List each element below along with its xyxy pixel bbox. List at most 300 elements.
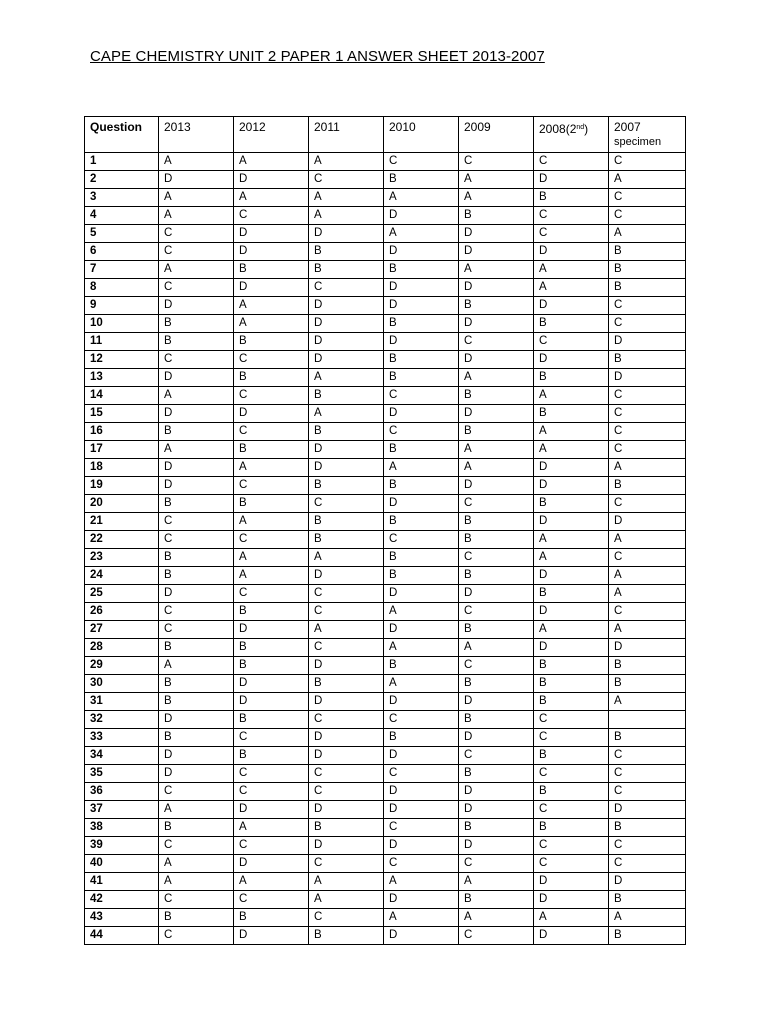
answer-cell-2013: B: [159, 909, 234, 927]
answer-cell-2011: B: [309, 531, 384, 549]
answer-cell-2008: D: [534, 639, 609, 657]
answer-cell-2013: A: [159, 261, 234, 279]
answer-cell-2012: A: [234, 873, 309, 891]
table-row: [85, 531, 686, 549]
answer-cell-2007: B: [609, 729, 686, 747]
answer-cell-2013: C: [159, 351, 234, 369]
question-number: 31: [85, 693, 159, 711]
answer-cell-2013: A: [159, 441, 234, 459]
answer-cell-2011: B: [309, 387, 384, 405]
answer-cell-2007: B: [609, 243, 686, 261]
answer-cell-2013: A: [159, 873, 234, 891]
answer-cell-2012: C: [234, 531, 309, 549]
answer-cell-2012: D: [234, 225, 309, 243]
answer-cell-2009: A: [459, 639, 534, 657]
table-row: [85, 297, 686, 315]
answer-cell-2009: B: [459, 567, 534, 585]
answer-cell-2011: A: [309, 405, 384, 423]
answer-cell-2009: D: [459, 405, 534, 423]
table-row: [85, 369, 686, 387]
question-number: 34: [85, 747, 159, 765]
answer-cell-2008: A: [534, 549, 609, 567]
table-row: [85, 693, 686, 711]
answer-cell-2013: C: [159, 243, 234, 261]
answer-cell-2007: D: [609, 873, 686, 891]
answer-cell-2008: B: [534, 693, 609, 711]
answer-cell-2009: D: [459, 279, 534, 297]
answer-cell-2010: B: [384, 171, 459, 189]
answer-cell-2010: D: [384, 585, 459, 603]
answer-cell-2012: B: [234, 441, 309, 459]
answer-cell-2012: B: [234, 711, 309, 729]
answer-cell-2013: C: [159, 603, 234, 621]
answer-cell-2008: D: [534, 873, 609, 891]
answer-cell-2012: D: [234, 621, 309, 639]
question-number: 35: [85, 765, 159, 783]
answer-cell-2008: A: [534, 441, 609, 459]
answer-cell-2012: A: [234, 459, 309, 477]
answer-cell-2009: A: [459, 369, 534, 387]
answer-cell-2012: C: [234, 387, 309, 405]
answer-cell-2007: C: [609, 405, 686, 423]
table-row: [85, 927, 686, 945]
table-row: [85, 333, 686, 351]
answer-cell-2012: D: [234, 675, 309, 693]
answer-cell-2007: C: [609, 747, 686, 765]
question-number: 28: [85, 639, 159, 657]
answer-cell-2011: C: [309, 171, 384, 189]
answer-cell-2007: D: [609, 333, 686, 351]
answer-cell-2012: C: [234, 585, 309, 603]
answer-cell-2011: A: [309, 873, 384, 891]
answer-cell-2013: A: [159, 657, 234, 675]
answer-cell-2007: A: [609, 909, 686, 927]
answer-cell-2012: B: [234, 333, 309, 351]
answer-cell-2007: A: [609, 531, 686, 549]
answer-cell-2008: D: [534, 459, 609, 477]
answer-cell-2012: C: [234, 207, 309, 225]
answer-cell-2013: D: [159, 585, 234, 603]
answer-cell-2008: A: [534, 531, 609, 549]
answer-cell-2009: A: [459, 873, 534, 891]
table-row: [85, 495, 686, 513]
answer-cell-2010: A: [384, 675, 459, 693]
answer-cell-2013: D: [159, 711, 234, 729]
question-number: 40: [85, 855, 159, 873]
question-number: 8: [85, 279, 159, 297]
answer-cell-2009: D: [459, 693, 534, 711]
answer-cell-2008: A: [534, 909, 609, 927]
answer-cell-2012: C: [234, 729, 309, 747]
answer-cell-2007: B: [609, 261, 686, 279]
answer-cell-2010: B: [384, 513, 459, 531]
answer-cell-2007: D: [609, 639, 686, 657]
answer-cell-2008: B: [534, 783, 609, 801]
answer-cell-2009: D: [459, 585, 534, 603]
table-row: [85, 711, 686, 729]
answer-cell-2013: C: [159, 513, 234, 531]
table-row: [85, 459, 686, 477]
answer-cell-2012: A: [234, 513, 309, 531]
question-number: 43: [85, 909, 159, 927]
answer-cell-2007: A: [609, 225, 686, 243]
question-number: 44: [85, 927, 159, 945]
table-row: [85, 243, 686, 261]
answer-cell-2011: A: [309, 891, 384, 909]
table-row: [85, 873, 686, 891]
answer-cell-2008: D: [534, 477, 609, 495]
header-row: [85, 117, 686, 153]
question-number: 17: [85, 441, 159, 459]
answer-cell-2011: C: [309, 711, 384, 729]
answer-cell-2009: D: [459, 801, 534, 819]
answer-cell-2009: B: [459, 513, 534, 531]
question-number: 39: [85, 837, 159, 855]
answer-cell-2010: B: [384, 351, 459, 369]
answer-cell-2010: D: [384, 495, 459, 513]
question-number: 14: [85, 387, 159, 405]
answer-cell-2010: A: [384, 189, 459, 207]
answer-cell-2007: C: [609, 441, 686, 459]
answer-cell-2008: D: [534, 171, 609, 189]
answer-cell-2010: D: [384, 405, 459, 423]
answer-cell-2009: D: [459, 225, 534, 243]
answer-cell-2011: D: [309, 693, 384, 711]
answer-cell-2010: B: [384, 261, 459, 279]
answer-cell-2012: D: [234, 693, 309, 711]
table-row: [85, 729, 686, 747]
answer-cell-2012: D: [234, 171, 309, 189]
answer-cell-2010: B: [384, 441, 459, 459]
answer-cell-2013: D: [159, 459, 234, 477]
table-row: [85, 639, 686, 657]
question-number: 27: [85, 621, 159, 639]
answer-cell-2008: C: [534, 855, 609, 873]
answer-cell-2012: B: [234, 261, 309, 279]
answer-cell-2010: B: [384, 477, 459, 495]
answer-cell-2008: A: [534, 621, 609, 639]
question-number: 32: [85, 711, 159, 729]
answer-cell-2007: C: [609, 495, 686, 513]
answer-cell-2008: D: [534, 297, 609, 315]
answer-cell-2010: D: [384, 747, 459, 765]
question-number: 16: [85, 423, 159, 441]
answer-cell-2013: B: [159, 675, 234, 693]
answer-cell-2007: C: [609, 207, 686, 225]
answer-cell-2007: C: [609, 315, 686, 333]
question-number: 26: [85, 603, 159, 621]
table-row: [85, 657, 686, 675]
question-number: 20: [85, 495, 159, 513]
answer-cell-2011: A: [309, 621, 384, 639]
header-year-2009: 2009: [459, 117, 534, 153]
answer-cell-2010: A: [384, 459, 459, 477]
answer-cell-2009: C: [459, 153, 534, 171]
answer-cell-2008: B: [534, 747, 609, 765]
header-year-2010: 2010: [384, 117, 459, 153]
table-row: [85, 765, 686, 783]
answer-cell-2010: C: [384, 387, 459, 405]
table-row: [85, 405, 686, 423]
answer-cell-2013: B: [159, 495, 234, 513]
table-row: [85, 423, 686, 441]
table-row: [85, 189, 686, 207]
answer-cell-2011: C: [309, 855, 384, 873]
question-number: 1: [85, 153, 159, 171]
answer-cell-2009: B: [459, 819, 534, 837]
answer-cell-2010: C: [384, 819, 459, 837]
answer-cell-2010: B: [384, 729, 459, 747]
table-row: [85, 819, 686, 837]
answer-cell-2008: C: [534, 729, 609, 747]
table-row: [85, 675, 686, 693]
answer-cell-2011: B: [309, 927, 384, 945]
answer-cell-2012: D: [234, 927, 309, 945]
answer-cell-2013: D: [159, 405, 234, 423]
answer-cell-2012: D: [234, 405, 309, 423]
answer-cell-2008: C: [534, 333, 609, 351]
answer-cell-2011: A: [309, 549, 384, 567]
answer-cell-2009: D: [459, 351, 534, 369]
answer-cell-2008: B: [534, 495, 609, 513]
answer-cell-2009: C: [459, 603, 534, 621]
answer-cell-2008: A: [534, 261, 609, 279]
answer-cell-2010: D: [384, 243, 459, 261]
answer-cell-2009: C: [459, 855, 534, 873]
answer-cell-2011: C: [309, 783, 384, 801]
answer-cell-2012: B: [234, 747, 309, 765]
answer-cell-2007: C: [609, 387, 686, 405]
answer-cell-2011: C: [309, 585, 384, 603]
answer-cell-2012: B: [234, 909, 309, 927]
answer-cell-2012: C: [234, 423, 309, 441]
question-number: 24: [85, 567, 159, 585]
answer-cell-2008: C: [534, 711, 609, 729]
answer-cell-2008: D: [534, 891, 609, 909]
answer-cell-2007: C: [609, 837, 686, 855]
table-row: [85, 783, 686, 801]
answer-cell-2008: D: [534, 603, 609, 621]
answer-cell-2009: A: [459, 441, 534, 459]
answer-cell-2013: C: [159, 927, 234, 945]
answer-cell-2013: D: [159, 765, 234, 783]
answer-cell-2007: D: [609, 801, 686, 819]
answer-cell-2009: A: [459, 189, 534, 207]
answer-cell-2013: C: [159, 783, 234, 801]
answer-cell-2007: C: [609, 423, 686, 441]
answer-cell-2008: C: [534, 837, 609, 855]
table-row: [85, 909, 686, 927]
answer-cell-2007: C: [609, 603, 686, 621]
answer-cell-2008: B: [534, 315, 609, 333]
answer-cell-2007: B: [609, 351, 686, 369]
answer-cell-2007: B: [609, 477, 686, 495]
answer-cell-2009: B: [459, 531, 534, 549]
answer-cell-2007: D: [609, 369, 686, 387]
answer-cell-2010: B: [384, 315, 459, 333]
answer-cell-2007: A: [609, 459, 686, 477]
answer-cell-2011: D: [309, 747, 384, 765]
answer-cell-2012: A: [234, 819, 309, 837]
answer-cell-2008: B: [534, 819, 609, 837]
header-2008-main: 2008(2: [539, 122, 577, 136]
answer-cell-2008: B: [534, 405, 609, 423]
answer-cell-2013: B: [159, 819, 234, 837]
answer-cell-2011: D: [309, 297, 384, 315]
answer-cell-2008: C: [534, 801, 609, 819]
answer-cell-2012: D: [234, 243, 309, 261]
answer-cell-2008: C: [534, 225, 609, 243]
answer-cell-2009: A: [459, 909, 534, 927]
answer-cell-2011: C: [309, 639, 384, 657]
answer-cell-2011: D: [309, 333, 384, 351]
answer-cell-2012: A: [234, 567, 309, 585]
question-number: 2: [85, 171, 159, 189]
answer-cell-2012: C: [234, 477, 309, 495]
answer-cell-2012: B: [234, 639, 309, 657]
answer-cell-2011: B: [309, 819, 384, 837]
answer-cell-2013: C: [159, 891, 234, 909]
table-row: [85, 207, 686, 225]
answer-cell-2013: C: [159, 225, 234, 243]
answer-cell-2007: B: [609, 657, 686, 675]
answer-cell-2013: D: [159, 477, 234, 495]
answer-cell-2008: B: [534, 657, 609, 675]
answer-cell-2008: A: [534, 279, 609, 297]
answer-cell-2007: C: [609, 189, 686, 207]
table-row: [85, 855, 686, 873]
answer-cell-2011: D: [309, 315, 384, 333]
table-row: [85, 513, 686, 531]
question-number: 18: [85, 459, 159, 477]
answer-cell-2007: C: [609, 855, 686, 873]
answer-cell-2011: D: [309, 459, 384, 477]
answer-cell-2010: D: [384, 891, 459, 909]
header-2007-main: 2007: [614, 120, 641, 134]
answer-cell-2010: D: [384, 927, 459, 945]
question-number: 12: [85, 351, 159, 369]
answer-cell-2009: D: [459, 315, 534, 333]
answer-cell-2013: C: [159, 279, 234, 297]
table-row: [85, 477, 686, 495]
answer-cell-2007: A: [609, 621, 686, 639]
answer-cell-2013: B: [159, 315, 234, 333]
answer-cell-2009: C: [459, 333, 534, 351]
question-number: 36: [85, 783, 159, 801]
answer-table-body: [85, 153, 686, 945]
answer-cell-2009: C: [459, 657, 534, 675]
answer-cell-2011: A: [309, 207, 384, 225]
answer-cell-2011: D: [309, 351, 384, 369]
answer-cell-2013: D: [159, 747, 234, 765]
answer-cell-2009: B: [459, 765, 534, 783]
answer-cell-2007: B: [609, 891, 686, 909]
answer-cell-2012: A: [234, 315, 309, 333]
answer-cell-2010: D: [384, 279, 459, 297]
table-row: [85, 603, 686, 621]
table-row: [85, 225, 686, 243]
answer-cell-2012: A: [234, 153, 309, 171]
answer-cell-2011: B: [309, 513, 384, 531]
answer-cell-2013: D: [159, 171, 234, 189]
answer-cell-2013: A: [159, 153, 234, 171]
answer-cell-2013: C: [159, 621, 234, 639]
answer-cell-2010: C: [384, 531, 459, 549]
answer-cell-2013: C: [159, 837, 234, 855]
answer-cell-2010: D: [384, 837, 459, 855]
header-year-2007: [609, 117, 686, 153]
answer-cell-2009: A: [459, 261, 534, 279]
answer-cell-2010: D: [384, 207, 459, 225]
table-row: [85, 171, 686, 189]
answer-cell-2008: D: [534, 567, 609, 585]
question-number: 11: [85, 333, 159, 351]
answer-cell-2009: C: [459, 747, 534, 765]
answer-cell-2009: B: [459, 675, 534, 693]
question-number: 30: [85, 675, 159, 693]
question-number: 3: [85, 189, 159, 207]
answer-cell-2007: B: [609, 819, 686, 837]
answer-cell-2012: A: [234, 549, 309, 567]
answer-cell-2013: B: [159, 333, 234, 351]
answer-cell-2011: D: [309, 657, 384, 675]
answer-cell-2010: B: [384, 567, 459, 585]
answer-cell-2009: C: [459, 549, 534, 567]
answer-cell-2008: B: [534, 585, 609, 603]
answer-cell-2007: [609, 711, 686, 729]
answer-cell-2012: B: [234, 495, 309, 513]
answer-cell-2013: B: [159, 693, 234, 711]
answer-cell-2010: D: [384, 783, 459, 801]
answer-cell-2010: A: [384, 639, 459, 657]
answer-cell-2008: D: [534, 351, 609, 369]
answer-cell-2012: C: [234, 351, 309, 369]
answer-cell-2011: D: [309, 837, 384, 855]
answer-cell-2009: D: [459, 783, 534, 801]
answer-cell-2010: D: [384, 621, 459, 639]
answer-cell-2008: D: [534, 513, 609, 531]
answer-cell-2008: C: [534, 765, 609, 783]
answer-cell-2012: D: [234, 801, 309, 819]
table-row: [85, 441, 686, 459]
answer-cell-2009: C: [459, 927, 534, 945]
answer-cell-2009: A: [459, 171, 534, 189]
table-row: [85, 387, 686, 405]
table-row: [85, 261, 686, 279]
question-number: 6: [85, 243, 159, 261]
table-row: [85, 801, 686, 819]
question-number: 37: [85, 801, 159, 819]
answer-cell-2009: D: [459, 477, 534, 495]
table-row: [85, 567, 686, 585]
answer-cell-2010: D: [384, 693, 459, 711]
header-year-2012: 2012: [234, 117, 309, 153]
answer-cell-2013: B: [159, 639, 234, 657]
answer-cell-2011: D: [309, 729, 384, 747]
table-row: [85, 837, 686, 855]
question-number: 19: [85, 477, 159, 495]
answer-cell-2011: B: [309, 261, 384, 279]
answer-cell-2010: C: [384, 855, 459, 873]
answer-cell-2009: D: [459, 837, 534, 855]
answer-cell-2011: D: [309, 801, 384, 819]
answer-cell-2012: D: [234, 279, 309, 297]
header-question: Question: [85, 117, 159, 153]
answer-cell-2008: B: [534, 675, 609, 693]
question-number: 13: [85, 369, 159, 387]
answer-cell-2009: B: [459, 711, 534, 729]
answer-cell-2008: D: [534, 243, 609, 261]
